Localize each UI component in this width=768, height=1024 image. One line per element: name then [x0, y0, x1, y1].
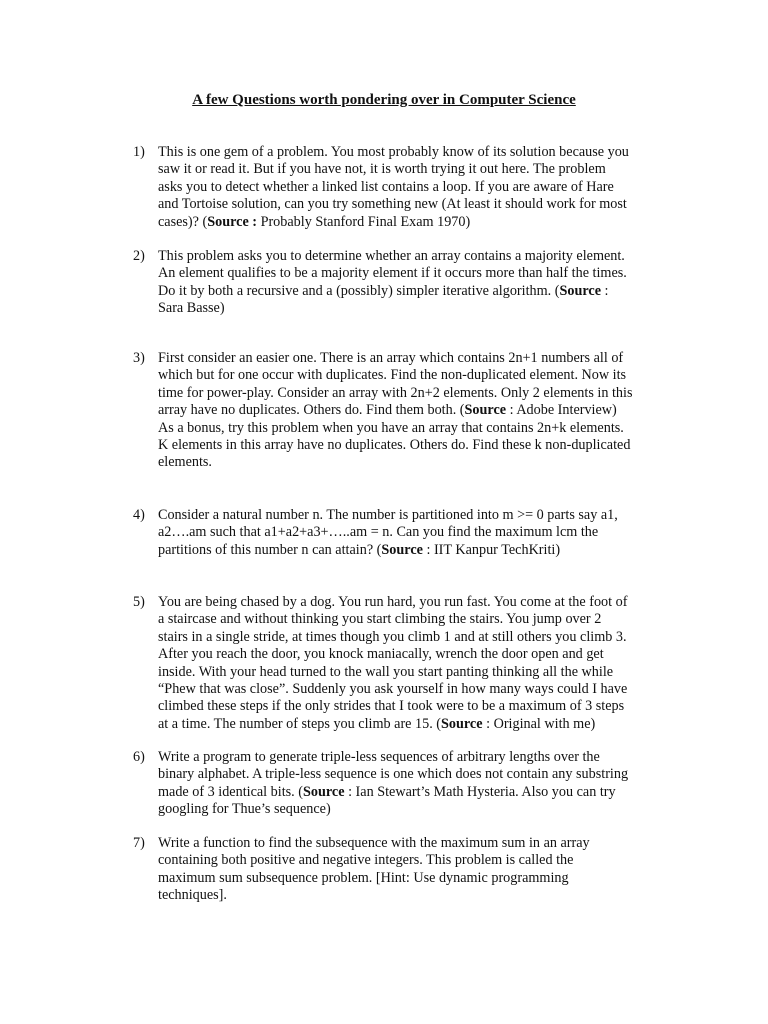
source-label: Source — [381, 541, 423, 558]
question-text — [158, 835, 633, 905]
question-text — [158, 507, 633, 559]
question-number: 2) — [133, 248, 145, 264]
question-text — [158, 350, 633, 472]
question-number: 6) — [133, 749, 145, 765]
question-text — [158, 248, 633, 318]
source-label: Source : — [207, 213, 258, 230]
question-body: This problem asks you to determine whether an array contains a majority element. An element qualifies to be a majority element if it occurs more than half the times. Do it by both a recursive and a (possibly) simpler iterative algorithm. ( — [158, 248, 627, 299]
source-text: : Sara Basse) — [158, 282, 609, 317]
page-title: A few Questions worth pondering over in Computer Science — [192, 92, 576, 108]
source-text: : Adobe Interview) — [506, 402, 617, 419]
source-text: : IIT Kanpur TechKriti) — [422, 541, 561, 558]
question-7 — [133, 835, 633, 905]
question-1 — [133, 144, 633, 231]
question-body: First consider an easier one. There is an array which contains 2n+1 numbers all of which but for one occur with duplicates. Find the non-duplicated element. Now its time for power-play. Consider an array with 2n+2 elements. Only 2 elements in this array have no duplicates. Others do. Find them both. ( — [158, 350, 633, 419]
question-3 — [133, 350, 633, 472]
question-body: Write a program to generate triple-less sequences of arbitrary lengths over the binary alphabet. A triple-less sequence is one which does not contain any substring made of 3 identical bits. ( — [158, 749, 629, 800]
question-body: You are being chased by a dog. You run hard, you run fast. You come at the foot of a staircase and without thinking you start climbing the stairs. You jump over 2 stairs in a single stride, at times though you climb 1 and at still others you climb 3. After you reach the door, you knock maniacally, wrench the door open and get inside. With your head turned to the wall you start panting thinking all the while “Phew that was close”. Suddenly you ask yourself in how many ways could I have climbed these steps if the only strides that I took were to be a maximum of 3 steps at a time. The number of steps you climb are 15. ( — [158, 594, 628, 732]
source-label: Source — [464, 402, 507, 419]
question-number: 7) — [133, 835, 145, 851]
question-body: This is one gem of a problem. You most probably know of its solution because you saw it or read it. But if you have not, it is worth trying it out here. The problem asks you to detect whether a linked list contains a loop. If you are aware of Hare and Tortoise solution, can you try something new (At least it should work for most cases)? ( — [158, 144, 629, 230]
question-text — [158, 144, 633, 231]
question-number: 1) — [133, 144, 145, 160]
question-text — [158, 594, 633, 733]
question-2 — [133, 248, 633, 318]
source-label: Source — [303, 783, 345, 800]
question-number: 5) — [133, 594, 145, 610]
source-label: Source — [441, 715, 483, 732]
source-text: : Original with me) — [482, 715, 596, 732]
question-number: 3) — [133, 350, 145, 366]
source-text: Probably Stanford Final Exam 1970) — [257, 213, 471, 230]
question-text — [158, 749, 633, 819]
question-5 — [133, 594, 633, 733]
question-body: Write a function to find the subsequence with the maximum sum in an array containing both positive and negative integers. This problem is called the maximum sum subsequence problem. [Hint: Use dynamic programming techniques]. — [158, 835, 590, 904]
bonus-text: As a bonus, try this problem when you have an array that contains 2n+k elements. K elements in this array have no duplicates. Others do. Find these k non-duplicated elements. — [158, 419, 631, 471]
question-4 — [133, 507, 633, 559]
question-body: Consider a natural number n. The number is partitioned into m >= 0 parts say a1, a2….am such that a1+a2+a3+…..am = n. Can you find the maximum lcm the partitions of this number n can attain? ( — [158, 507, 618, 558]
source-text: : Ian Stewart’s Math Hysteria. Also you can try googling for Thue’s sequence) — [158, 783, 616, 818]
source-label: Source — [559, 282, 601, 299]
question-number: 4) — [133, 507, 145, 523]
question-6 — [133, 749, 633, 819]
